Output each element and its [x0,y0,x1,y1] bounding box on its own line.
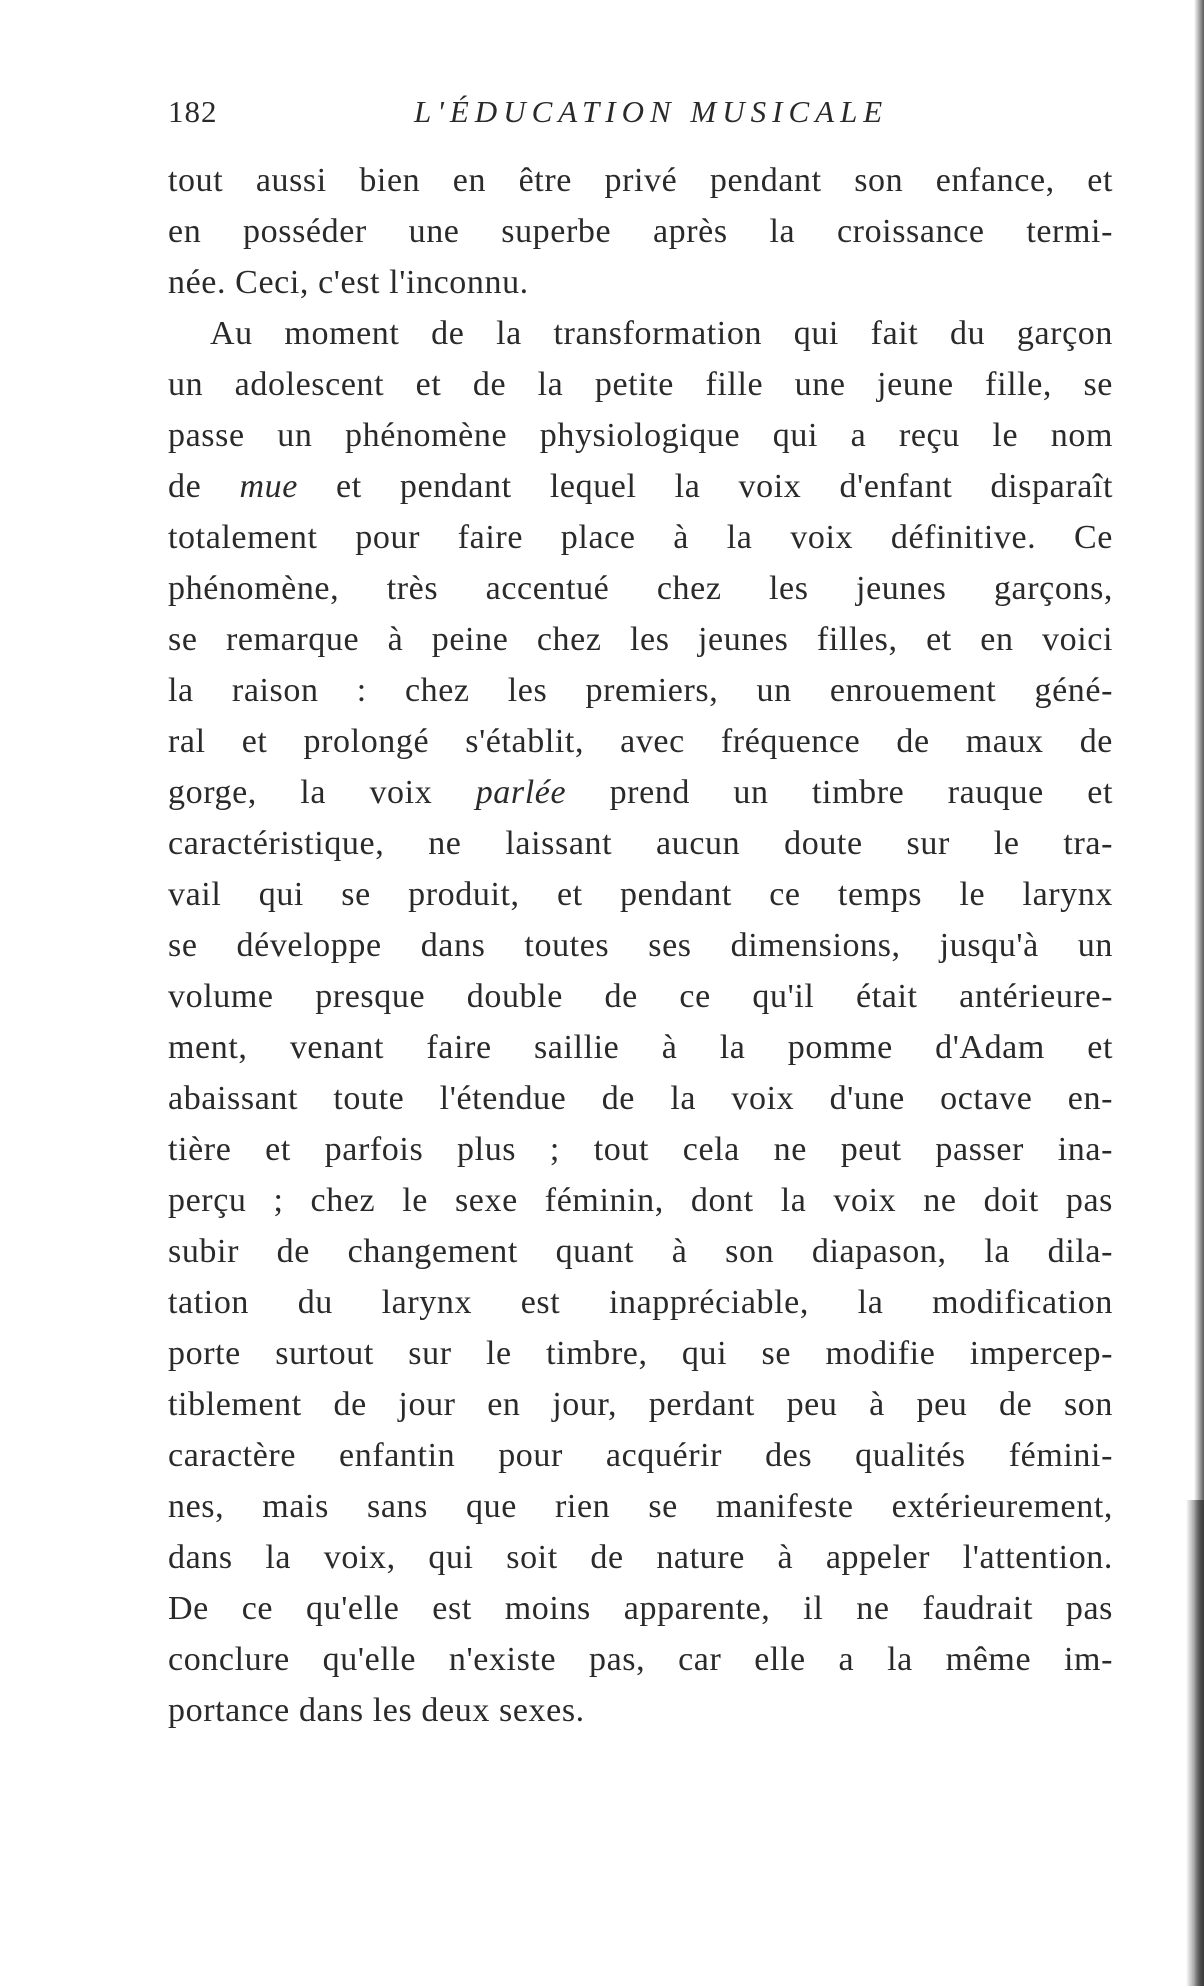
page-edge-shadow-bottom [1186,1500,1204,1986]
italic-term-parlee: parlée [475,774,567,811]
text-line: caractère enfantin pour acquérir des qualités fémini- [168,1437,1113,1474]
text-line: totalement pour faire place à la voix définitive. Ce [168,519,1113,556]
text-line: De ce qu'elle est moins apparente, il ne faudrait pas [168,1590,1113,1627]
text-line: tiblement de jour en jour, perdant peu à peu de son [168,1386,1113,1423]
text-line: vail qui se produit, et pendant ce temps le larynx [168,876,1113,913]
italic-term-mue: mue [239,468,298,505]
running-head [168,94,1113,144]
text-line: abaissant toute l'étendue de la voix d'une octave en- [168,1080,1113,1117]
text-segment: de [168,468,240,505]
text-line: se remarque à peine chez les jeunes filles, et en voici [168,621,1113,658]
text-segment: gorge, la voix [168,774,476,811]
text-line: phénomène, très accentué chez les jeunes garçons, [168,570,1113,607]
paragraph-start-line: Au moment de la transformation qui fait du garçon [210,315,1113,352]
text-line: caractéristique, ne laissant aucun doute sur le tra- [168,825,1113,862]
text-line: passe un phénomène physiologique qui a reçu le nom [168,417,1113,454]
text-line [168,767,1113,818]
text-line: en posséder une superbe après la croissance termi- [168,213,1113,250]
running-title: L'ÉDUCATION MUSICALE [414,94,889,129]
text-line: portance dans les deux sexes. [168,1692,585,1729]
text-line: un adolescent et de la petite fille une jeune fille, se [168,366,1113,403]
text-line: ment, venant faire saillie à la pomme d'Adam et [168,1029,1113,1066]
text-line: perçu ; chez le sexe féminin, dont la voix ne doit pas [168,1182,1113,1219]
text-line [168,461,1113,512]
text-segment: et pendant lequel la voix d'enfant disparaît [297,468,1113,505]
text-line: tière et parfois plus ; tout cela ne peut passer ina- [168,1131,1113,1168]
text-line: dans la voix, qui soit de nature à appeler l'attention. [168,1539,1113,1576]
text-line: tout aussi bien en être privé pendant son enfance, et [168,162,1113,199]
text-line: volume presque double de ce qu'il était antérieure- [168,978,1113,1015]
text-line: ral et prolongé s'établit, avec fréquence de maux de [168,723,1113,760]
text-line: se développe dans toutes ses dimensions, jusqu'à un [168,927,1113,964]
page-number: 182 [168,94,218,129]
text-line: subir de changement quant à son diapason, la dila- [168,1233,1113,1270]
text-line: née. Ceci, c'est l'inconnu. [168,264,529,301]
text-line: porte surtout sur le timbre, qui se modifie impercep- [168,1335,1113,1372]
text-line: tation du larynx est inappréciable, la modification [168,1284,1113,1321]
text-line: la raison : chez les premiers, un enrouement géné- [168,672,1113,709]
text-segment: prend un timbre rauque et [566,774,1113,811]
body-text [168,155,1113,1736]
text-line: nes, mais sans que rien se manifeste extérieurement, [168,1488,1113,1525]
text-line: conclure qu'elle n'existe pas, car elle a la même im- [168,1641,1113,1678]
